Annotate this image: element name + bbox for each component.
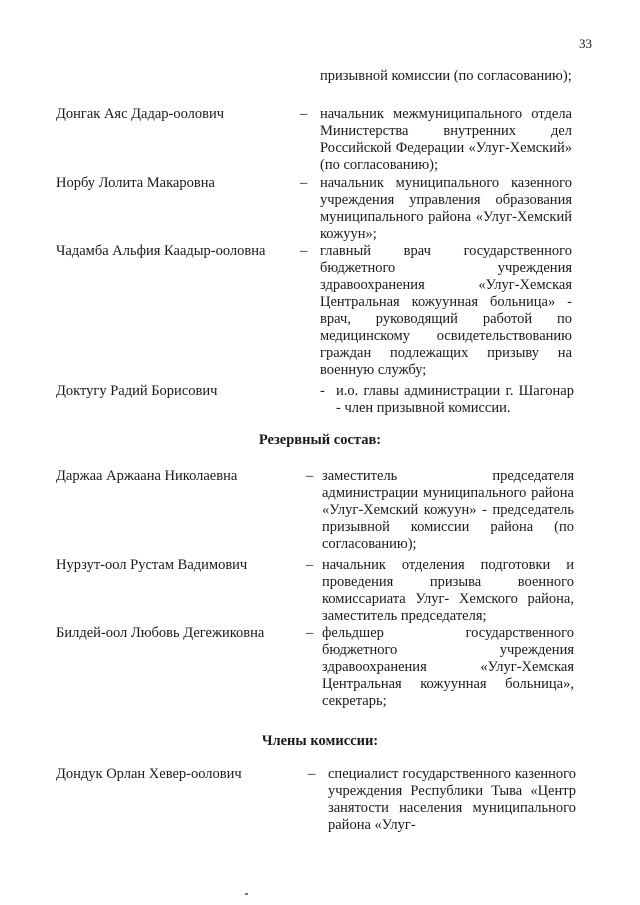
member-dash: – xyxy=(306,468,314,484)
member-name: Нурзут-оол Рустам Вадимович xyxy=(56,557,248,573)
member-name: Чадамба Альфия Каадыр-ооловна xyxy=(56,243,266,259)
member-description: начальник отделения подготовки и проведения призыва военного комиссариата Улуг- Хемского района, заместитель председателя; xyxy=(322,557,574,624)
member-dash: - xyxy=(320,383,325,399)
member-description: заместитель председателя администрации муниципального района «Улуг-Хемский кожуун» - председатель призывной комиссии района (по согласованию); xyxy=(322,468,574,552)
member-dash: – xyxy=(306,557,314,573)
member-name: Даржаа Аржаана Николаевна xyxy=(56,468,238,484)
member-dash: – xyxy=(300,106,308,122)
member-description: главный врач государственного бюджетного учреждения здравоохранения «Улуг-Хемская Центральная кожуунная больница» - врач, руководящий работой по медицинскому освидетельствованию граждан подлежащих призыву на военную службу; xyxy=(320,243,572,378)
member-description: начальник межмуниципального отдела Министерства внутренних дел Российской Федерации «Улуг-Хемский» (по согласованию); xyxy=(320,106,572,173)
member-dash: – xyxy=(306,625,314,641)
member-description: начальник муниципального казенного учреждения управления образования муниципального района «Улуг-Хемский кожуун»; xyxy=(320,175,572,242)
member-name: Норбу Лолита Макаровна xyxy=(56,175,215,191)
member-name: Доктугу Радий Борисович xyxy=(56,383,218,399)
member-name: Билдей-оол Любовь Дегежиковна xyxy=(56,625,265,641)
section-heading-commission: Члены комиссии: xyxy=(261,733,379,749)
member-dash: – xyxy=(300,175,308,191)
member-description: специалист государственного казенного учреждения Республики Тыва «Центр занятости населения муниципального района «Улуг- xyxy=(328,766,576,833)
member-name: Дондук Орлан Хевер-оолович xyxy=(56,766,242,782)
continued-text: призывной комиссии (по согласованию); xyxy=(320,68,572,84)
page-number: 33 xyxy=(579,36,592,51)
member-description: и.о. главы администрации г. Шагонар - член призывной комиссии. xyxy=(336,383,574,416)
section-heading-reserve: Резервный состав: xyxy=(258,432,382,448)
member-description: фельдшер государственного бюджетного учреждения здравоохранения «Улуг-Хемская Центральная кожуунная больница», секретарь; xyxy=(322,625,574,709)
scan-mark xyxy=(245,893,248,895)
member-name: Донгак Аяс Дадар-оолович xyxy=(56,106,225,122)
member-dash: – xyxy=(308,766,316,782)
member-dash: – xyxy=(300,243,308,259)
